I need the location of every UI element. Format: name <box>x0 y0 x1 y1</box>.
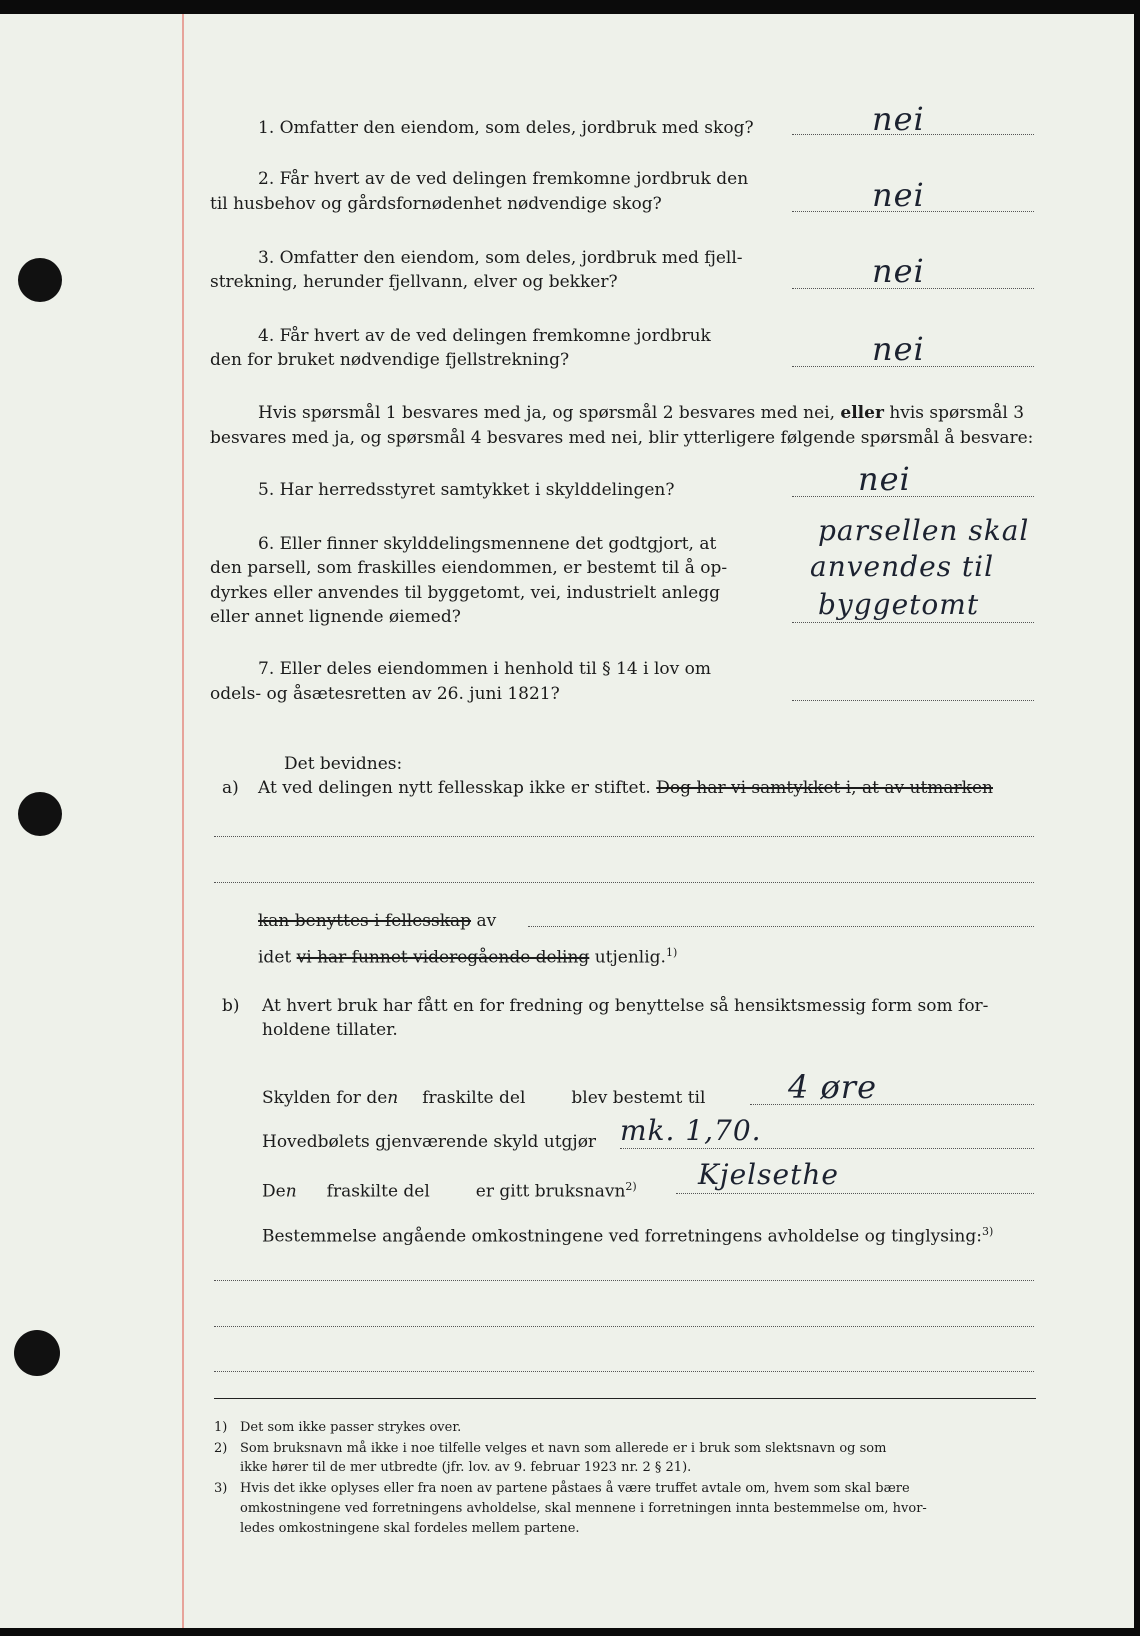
conditions-text-line2: besvares med ja, og spørsmål 4 besvares med nei, blir ytterligere følgende spørsmål å besvare: <box>210 428 1034 448</box>
item-b-label: b) <box>222 996 240 1016</box>
answer-handwritten: nei <box>872 252 925 290</box>
answer-handwritten: Kjelsethe <box>698 1158 839 1191</box>
item-b-line2: holdene tillater. <box>262 1020 398 1040</box>
question-4-line2: den for bruket nødvendige fjellstrekning? <box>210 350 570 370</box>
bruksnavn-line: Den fraskilte del er gitt bruksnavn$^{2)}$ <box>262 1180 637 1202</box>
question-6-line4: eller annet lignende øiemed? <box>210 607 461 627</box>
question-3-line1: 3. Omfatter den eiendom, som deles, jordbruk med fjell- <box>258 248 743 268</box>
answer-handwritten: mk. 1,70. <box>620 1114 762 1147</box>
blank-line <box>214 1280 1034 1281</box>
blank-line <box>214 1371 1034 1372</box>
footnote-3-line2: omkostningene ved forretningens avholdelse, skal mennene i forretningen innta bestemmelse om, hvor- <box>240 1501 927 1516</box>
footnote-divider <box>214 1398 1036 1399</box>
question-2-line1: 2. Får hvert av de ved delingen fremkomne jordbruk den <box>258 169 749 189</box>
item-a-text: At ved delingen nytt fellesskap ikke er stiftet. Dog har vi samtykket i, at av utmarken <box>258 778 993 798</box>
answer-handwritten: nei <box>872 176 925 214</box>
question-5: 5. Har herredsstyret samtykket i skylddelingen? <box>258 480 675 500</box>
answer-line <box>676 1193 1034 1194</box>
question-7-line2: odels- og åsætesretten av 26. juni 1821? <box>210 684 560 704</box>
hovedbol-line: Hovedbølets gjenværende skyld utgjør <box>262 1132 597 1152</box>
footnote-2-line1: Som bruksnavn må ikke i noe tilfelle velges et navn som allerede er i bruk som slektsnavn og som <box>240 1441 887 1456</box>
skyld-line: Skylden for den fraskilte del blev bestemt til <box>262 1088 706 1108</box>
item-b-line1: At hvert bruk har fått en for fredning og benyttelse så hensiktsmessig form som for- <box>262 996 989 1016</box>
answer-handwritten: parsellen skal <box>818 514 1030 547</box>
answer-handwritten: 4 øre <box>788 1068 878 1106</box>
footnote-3-line1: Hvis det ikke oplyses eller fra noen av partene påstaes å være truffet avtale om, hvem som skal bære <box>240 1481 910 1496</box>
question-1: 1. Omfatter den eiendom, som deles, jordbruk med skog? <box>258 118 754 138</box>
footnote-1: Det som ikke passer strykes over. <box>240 1420 462 1435</box>
answer-handwritten: nei <box>858 460 911 498</box>
footnote-2-marker: 2) <box>214 1441 228 1456</box>
answer-line <box>792 496 1034 497</box>
question-4-line1: 4. Får hvert av de ved delingen fremkomne jordbruk <box>258 326 711 346</box>
question-7-line1: 7. Eller deles eiendommen i henhold til § 14 i lov om <box>258 659 711 679</box>
footnote-2-line2: ikke hører til de mer utbredte (jfr. lov. av 9. februar 1923 nr. 2 § 21). <box>240 1460 692 1475</box>
footnote-3-line3: ledes omkostningene skal fordeles mellem partene. <box>240 1521 580 1536</box>
blank-line <box>528 926 1034 927</box>
answer-line <box>792 622 1034 623</box>
blank-line <box>214 1326 1034 1327</box>
punch-hole <box>18 258 62 302</box>
item-a-line2: kan benyttes i fellesskap av <box>258 911 497 931</box>
answer-handwritten: nei <box>872 330 925 368</box>
answer-handwritten: nei <box>872 100 925 138</box>
item-a-line3: idet vi har funnet videregående deling utjenlig.$^{1)}$ <box>258 946 678 968</box>
conditions-text-line1: Hvis spørsmål 1 besvares med ja, og spørsmål 2 besvares med nei, eller hvis spørsmål 3 <box>258 403 1025 423</box>
blank-line <box>214 882 1034 883</box>
question-2-line2: til husbehov og gårdsfornødenhet nødvendige skog? <box>210 194 662 214</box>
question-6-line3: dyrkes eller anvendes til byggetomt, vei, industrielt anlegg <box>210 583 720 603</box>
answer-handwritten: byggetomt <box>818 588 980 621</box>
blank-line <box>214 836 1034 837</box>
footnote-1-marker: 1) <box>214 1420 228 1435</box>
punch-hole <box>18 792 62 836</box>
omkostning-line: Bestemmelse angående omkostningene ved forretningens avholdelse og tinglysing:$^{3)}$ <box>262 1225 994 1247</box>
answer-line <box>620 1148 1034 1149</box>
question-6-line2: den parsell, som fraskilles eiendommen, er bestemt til å op- <box>210 558 728 578</box>
answer-handwritten: anvendes til <box>810 550 995 583</box>
punch-hole <box>14 1330 60 1376</box>
answer-line <box>792 700 1034 701</box>
item-a-label: a) <box>222 778 239 798</box>
question-6-line1: 6. Eller finner skylddelingsmennene det godtgjort, at <box>258 534 717 554</box>
question-3-line2: strekning, herunder fjellvann, elver og bekker? <box>210 272 618 292</box>
footnote-3-marker: 3) <box>214 1481 228 1496</box>
margin-line <box>182 14 184 1628</box>
attestation-heading: Det bevidnes: <box>284 754 403 774</box>
